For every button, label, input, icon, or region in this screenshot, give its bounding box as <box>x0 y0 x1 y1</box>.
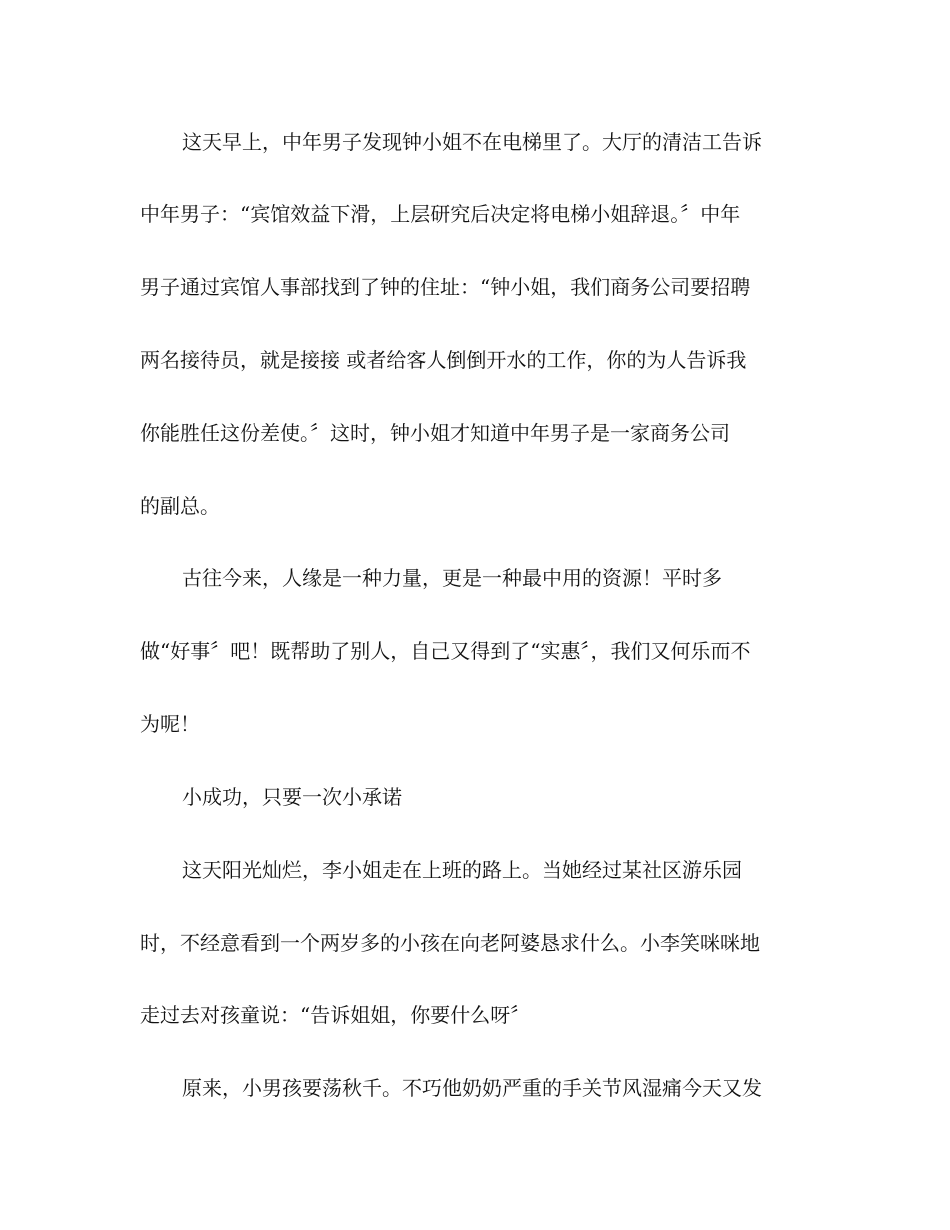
text-line: 做“好事〞吧！既帮助了别人，自己又得到了“实惠〞，我们又何乐而不 <box>140 639 751 663</box>
text-line: 的副总。 <box>140 494 220 518</box>
text-line: 男子通过宾馆人事部找到了钟的住址：“钟小姐，我们商务公司要招聘 <box>140 275 751 299</box>
section-heading: 小成功，只要一次小承诺 <box>182 785 402 809</box>
text-line: 这天阳光灿烂，李小姐走在上班的路上。当她经过某社区游乐园 <box>182 858 742 882</box>
text-line: 为呢！ <box>140 712 200 736</box>
text-line: 中年男子：“宾馆效益下滑，上层研究后决定将电梯小姐辞退。〞中年 <box>140 202 741 226</box>
text-line: 两名接待员，就是接接 或者给客人倒倒开水的工作，你的为人告诉我 <box>140 348 747 372</box>
text-line: 原来，小男孩要荡秋千。不巧他奶奶严重的手关节风湿痛今天又发 <box>182 1076 762 1100</box>
text-line: 这天早上，中年男子发现钟小姐不在电梯里了。大厅的清洁工告诉 <box>182 130 762 154</box>
text-line: 你能胜任这份差使。〞这时，钟小姐才知道中年男子是一家商务公司 <box>140 421 730 445</box>
text-line: 古往今来，人缘是一种力量，更是一种最中用的资源！平时多 <box>182 566 722 590</box>
text-line: 时，不经意看到一个两岁多的小孩在向老阿婆恳求什么。小李笑咪咪地 <box>140 931 760 955</box>
text-line: 走过去对孩童说：“告诉姐姐，你要什么呀〞 <box>140 1003 531 1027</box>
